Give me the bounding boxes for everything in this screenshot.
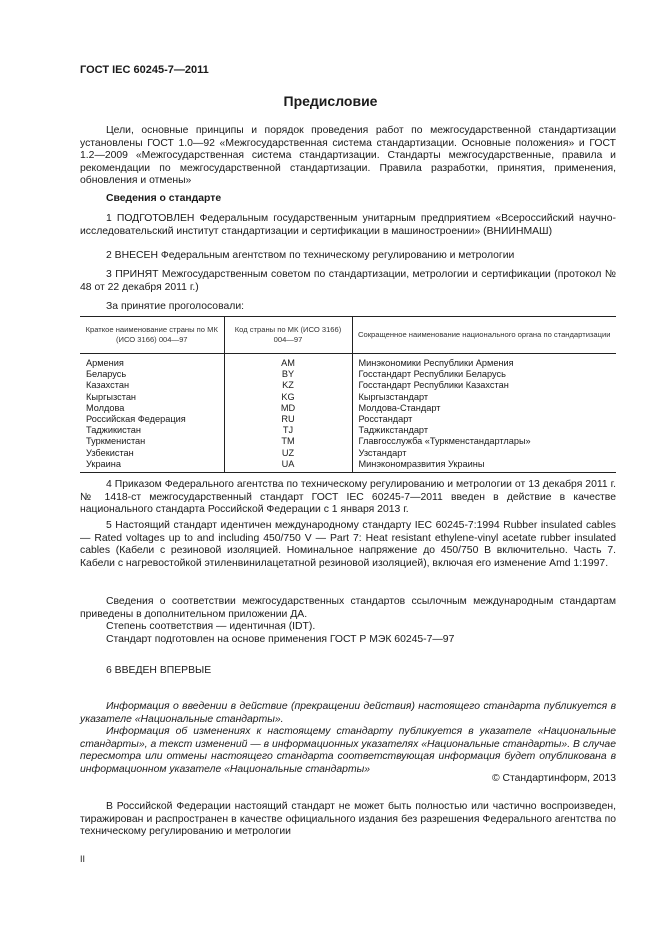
standards-body-cell: Минэкономики Республики Армения xyxy=(352,354,616,370)
country-code-cell: BY xyxy=(224,369,352,380)
country-cell: Беларусь xyxy=(86,369,127,380)
country-code-cell: KZ xyxy=(224,380,352,391)
table-row xyxy=(80,448,616,459)
standards-body-cell: Госстандарт Республики Казахстан xyxy=(352,380,616,391)
item-1-prepared: 1 ПОДГОТОВЛЕН Федеральным государственным унитарным предприятием «Всероссийский научно-исследовательский институт стандартизации и сертификации в машиностроении» (ВНИИНМАШ) xyxy=(80,213,616,237)
standards-body-cell: Кыргызстандарт xyxy=(352,392,616,403)
table-row xyxy=(80,459,616,473)
country-cell: Украина xyxy=(80,459,224,473)
country-code-cell: RU xyxy=(224,414,352,425)
voted-label: За принятие проголосовали: xyxy=(106,301,245,312)
item-6-introduced: 6 ВВЕДЕН ВПЕРВЫЕ xyxy=(106,665,212,676)
column-header-code: Код страны по МК (ИСО 3166) 004—97 xyxy=(224,317,352,354)
table-row xyxy=(80,436,616,447)
table-row xyxy=(80,354,616,370)
standards-body-cell: Госстандарт Республики Беларусь xyxy=(352,369,616,380)
country-code-cell: UZ xyxy=(224,448,352,459)
country-cell: Туркменистан xyxy=(86,436,146,447)
item-2-submitted: 2 ВНЕСЕН Федеральным агентством по техническому регулированию и метрологии xyxy=(106,250,515,261)
country-cell: Узбекистан xyxy=(86,447,134,458)
table-header-row xyxy=(80,317,616,354)
country-code-cell: KG xyxy=(224,392,352,403)
standard-code-header: ГОСТ IEC 60245-7—2011 xyxy=(80,64,209,76)
country-cell: Молдова xyxy=(86,402,125,413)
standards-body-cell: Росстандарт xyxy=(352,414,616,425)
item-5-degree: Степень соответствия — идентичная (IDT). xyxy=(106,621,316,632)
country-cell: Российская Федерация xyxy=(86,413,186,424)
standards-body-cell: Главгосслужба «Туркменстандартлары» xyxy=(352,436,616,447)
section-heading: Сведения о стандарте xyxy=(106,193,222,204)
table-row xyxy=(80,414,616,425)
info-changes: Информация об изменениях к настоящему стандарту публикуется в указателе «Национальные стандарты», а текст изменений — в информационных указателях «Национальные стандарты». В случае пересмотра или отмены настоящего стандарта соответствующая информация будет опубликована в информационном указателе «Национальные стандарты» xyxy=(80,726,616,775)
table-row xyxy=(80,403,616,414)
item-5-basis: Стандарт подготовлен на основе применения ГОСТ Р МЭК 60245-7—97 xyxy=(106,634,455,645)
copyright-notice: © Стандартинформ, 2013 xyxy=(491,773,616,784)
column-header-body: Сокращенное наименование национального органа по стандартизации xyxy=(352,317,616,354)
standards-body-cell: Минэкономразвития Украины xyxy=(352,459,616,473)
country-code-cell: TM xyxy=(224,436,352,447)
standards-body-cell: Молдова-Стандарт xyxy=(352,403,616,414)
table-row xyxy=(80,392,616,403)
country-cell: Кыргызстан xyxy=(86,391,137,402)
rights-notice: В Российской Федерации настоящий стандарт не может быть полностью или частично воспроизведен, тиражирован и распространен в качестве официального издания без разрешения Федерального агентства по техническому регулированию и метрологии xyxy=(80,801,616,838)
table-row xyxy=(80,425,616,436)
country-code-cell: TJ xyxy=(224,425,352,436)
item-4-order: 4 Приказом Федерального агентства по техническому регулированию и метрологии от 13 декабря 2011 г. № 1418-ст межгосударственный стандарт ГОСТ IEC 60245-7—2011 введен в действие в качестве национального стандарта Российской Федерации с 1 января 2013 г. xyxy=(80,479,616,516)
item-5-identical: 5 Настоящий стандарт идентичен международному стандарту IEC 60245-7:1994 Rubber insulated cables — Rated voltages up to and including 450/750 V — Part 7: Heat resistant ethylene-vinyl acetate rubber insulated cables (Кабели с резиновой изоляцией. Номинальное напряжение до 450/750 В включительно. Часть 7. Кабели с нагревостойкой этиленвинилацетатной резиновой изоляцией), включая его изменение Amd 1:1997. xyxy=(80,520,616,569)
table-row xyxy=(80,369,616,380)
page-number: II xyxy=(80,854,86,864)
column-header-country: Краткое наименование страны по МК (ИСО 3166) 004—97 xyxy=(80,317,224,354)
country-cell: Армения xyxy=(86,358,124,368)
country-cell: Таджикистан xyxy=(86,425,141,436)
country-code-cell: MD xyxy=(224,403,352,414)
country-cell: Казахстан xyxy=(86,380,130,391)
country-code-cell: UA xyxy=(224,459,352,473)
country-code-cell: AM xyxy=(224,354,352,370)
info-introduction: Информация о введении в действие (прекращении действия) настоящего стандарта публикуется в указателе «Национальные стандарты». xyxy=(80,701,616,725)
standards-body-cell: Таджикстандарт xyxy=(352,425,616,436)
item-5-references: Сведения о соответствии межгосударственных стандартов ссылочным международным стандартам приведены в дополнительном приложении ДА. xyxy=(80,596,616,620)
item-3-adopted: 3 ПРИНЯТ Межгосударственным советом по стандартизации, метрологии и сертификации (протокол № 48 от 22 декабря 2011 г.) xyxy=(80,269,616,293)
standards-body-cell: Узстандарт xyxy=(352,448,616,459)
voters-table xyxy=(80,316,616,473)
intro-paragraph: Цели, основные принципы и порядок проведения работ по межгосударственной стандартизации установлены ГОСТ 1.0—92 «Межгосударственная система стандартизации. Основные положения» и ГОСТ 1.2—2009 «Межгосударственная система стандартизации. Стандарты межгосударственные, правила и рекомендации по межгосударственной стандартизации. Правила разработки, принятия, применения, обновления и отмены» xyxy=(80,125,616,187)
page-title: Предисловие xyxy=(283,93,378,109)
table-row xyxy=(80,380,616,391)
